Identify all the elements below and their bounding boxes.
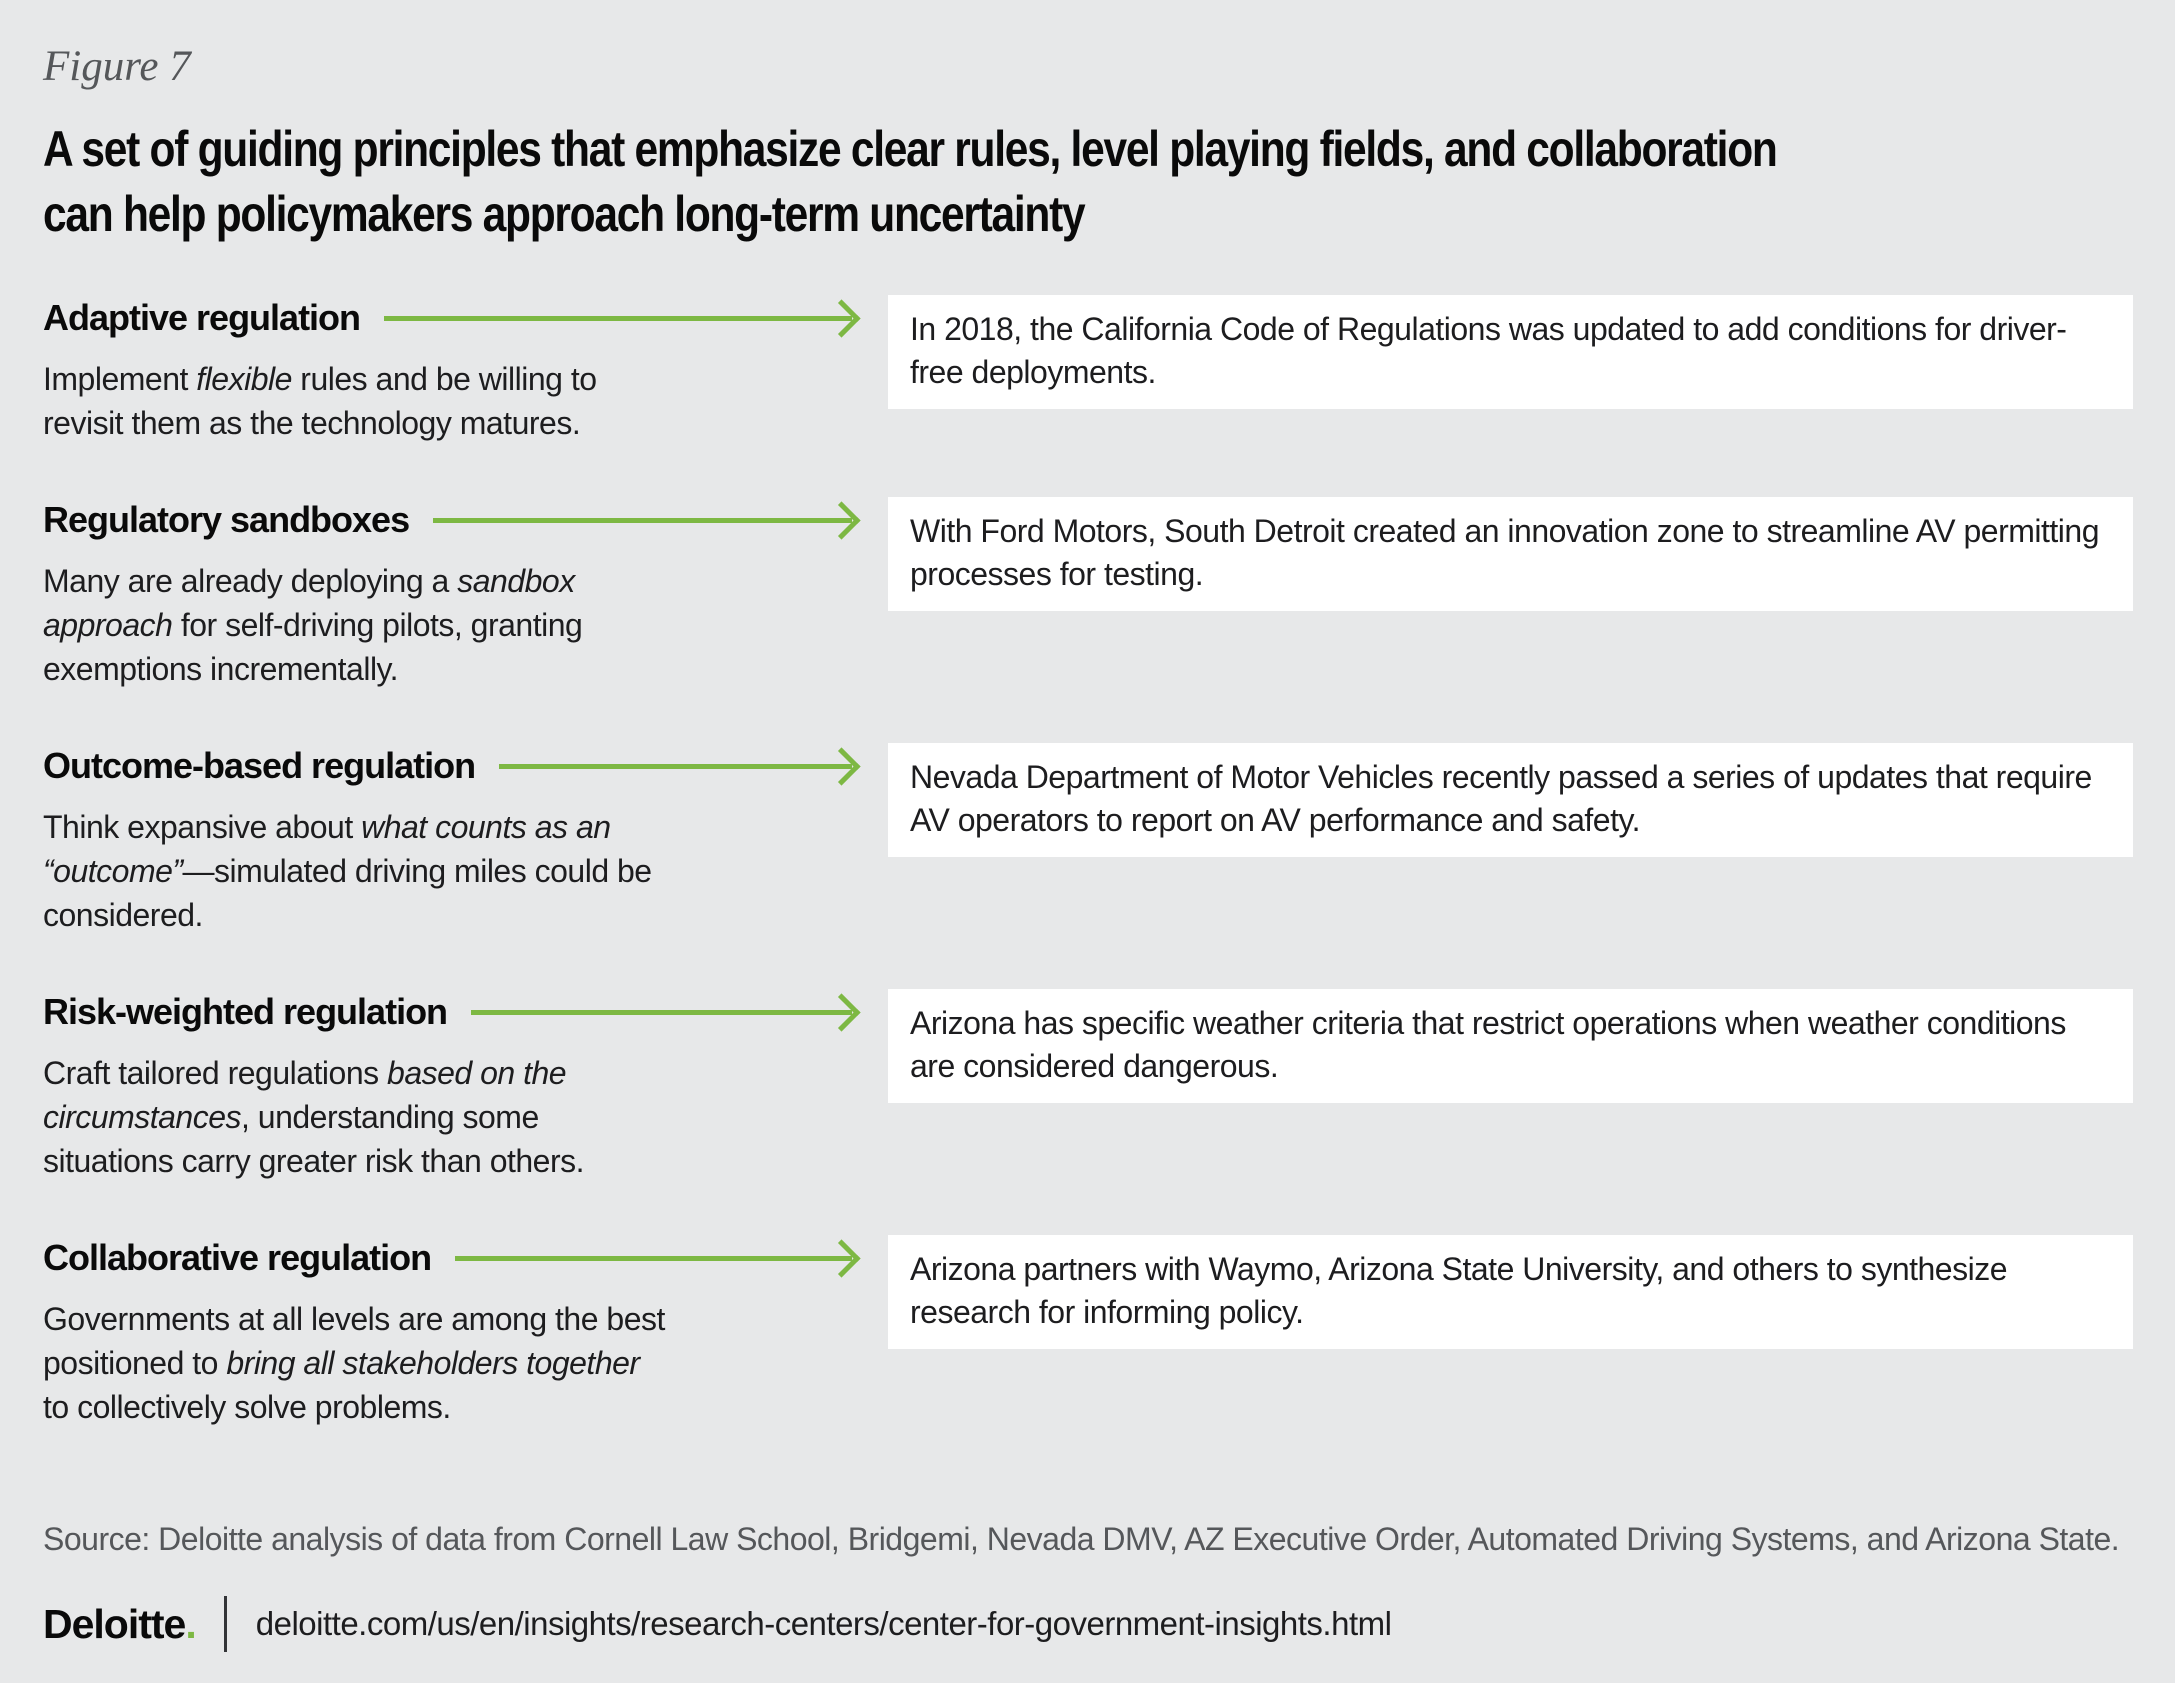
principle-row bbox=[43, 743, 2133, 937]
figure-title-line-2: can help policymakers approach long-term uncertainty bbox=[43, 186, 1085, 243]
arrow-shaft bbox=[433, 518, 852, 523]
example-box bbox=[888, 497, 2133, 611]
arrow-right-icon bbox=[455, 1245, 855, 1272]
principles-list bbox=[43, 295, 2133, 1429]
arrow-shaft bbox=[384, 316, 852, 321]
arrow-head bbox=[822, 299, 860, 337]
principle-heading-row bbox=[43, 1235, 855, 1281]
example-text: Arizona has specific weather criteria that restrict operations when weather conditions are considered dangerous. bbox=[910, 1005, 2066, 1085]
principle-description: Governments at all levels are among the best positioned to bring all stakeholders together to collectively solve problems. bbox=[43, 1301, 665, 1426]
principle-description: Implement flexible rules and be willing to revisit them as the technology matures. bbox=[43, 361, 597, 442]
example-box bbox=[888, 295, 2133, 409]
principle-column bbox=[43, 295, 888, 445]
figure-label: Figure 7 bbox=[43, 43, 191, 90]
arrow-head bbox=[822, 501, 860, 539]
principle-heading: Regulatory sandboxes bbox=[43, 499, 410, 541]
example-box bbox=[888, 989, 2133, 1103]
footer bbox=[43, 1596, 2133, 1652]
principle-heading-row bbox=[43, 743, 855, 789]
principle-heading: Collaborative regulation bbox=[43, 1237, 432, 1279]
arrow-shaft bbox=[499, 764, 852, 769]
principle-column bbox=[43, 1235, 888, 1429]
principle-column bbox=[43, 743, 888, 937]
principle-heading-row bbox=[43, 497, 855, 543]
principle-description: Think expansive about what counts as an “outcome”—simulated driving miles could be considered. bbox=[43, 809, 652, 934]
arrow-shaft bbox=[455, 1256, 852, 1261]
arrow-right-icon bbox=[499, 753, 855, 780]
example-text: Nevada Department of Motor Vehicles recently passed a series of updates that require AV operators to report on AV performance and safety. bbox=[910, 759, 2092, 839]
deloitte-logo bbox=[43, 1601, 196, 1648]
brand-text: Deloitte bbox=[43, 1600, 186, 1647]
arrow-right-icon bbox=[471, 999, 855, 1026]
brand-green-dot: . bbox=[185, 1600, 196, 1647]
principle-heading: Outcome-based regulation bbox=[43, 745, 476, 787]
principle-column bbox=[43, 497, 888, 691]
arrow-shaft bbox=[471, 1010, 852, 1015]
example-text: Arizona partners with Waymo, Arizona State University, and others to synthesize research for informing policy. bbox=[910, 1251, 2007, 1331]
example-box bbox=[888, 743, 2133, 857]
principle-heading-row bbox=[43, 989, 855, 1035]
principle-heading: Adaptive regulation bbox=[43, 297, 361, 339]
principle-column bbox=[43, 989, 888, 1183]
arrow-right-icon bbox=[433, 507, 855, 534]
principle-heading-row bbox=[43, 295, 855, 341]
arrow-head bbox=[822, 747, 860, 785]
figure-title bbox=[43, 117, 2133, 247]
principle-description: Many are already deploying a sandbox approach for self-driving pilots, granting exemptions incrementally. bbox=[43, 563, 583, 688]
principle-row bbox=[43, 295, 2133, 445]
principle-row bbox=[43, 497, 2133, 691]
figure-title-line-1: A set of guiding principles that emphasize clear rules, level playing fields, and collaboration bbox=[43, 121, 1777, 178]
arrow-head bbox=[822, 993, 860, 1031]
example-text: With Ford Motors, South Detroit created an innovation zone to streamline AV permitting processes for testing. bbox=[910, 513, 2099, 593]
footer-divider bbox=[224, 1596, 227, 1652]
principle-row bbox=[43, 989, 2133, 1183]
arrow-right-icon bbox=[384, 305, 855, 332]
source-note: Source: Deloitte analysis of data from Cornell Law School, Bridgemi, Nevada DMV, AZ Executive Order, Automated Driving Systems, and Arizona State. bbox=[43, 1521, 2120, 1558]
example-text: In 2018, the California Code of Regulations was updated to add conditions for driver-free deployments. bbox=[910, 311, 2067, 391]
footer-url: deloitte.com/us/en/insights/research-centers/center-for-government-insights.html bbox=[255, 1605, 1392, 1643]
principle-row bbox=[43, 1235, 2133, 1429]
principle-heading: Risk-weighted regulation bbox=[43, 991, 448, 1033]
principle-description: Craft tailored regulations based on the circumstances, understanding some situations carry greater risk than others. bbox=[43, 1055, 585, 1180]
example-box bbox=[888, 1235, 2133, 1349]
arrow-head bbox=[822, 1239, 860, 1277]
